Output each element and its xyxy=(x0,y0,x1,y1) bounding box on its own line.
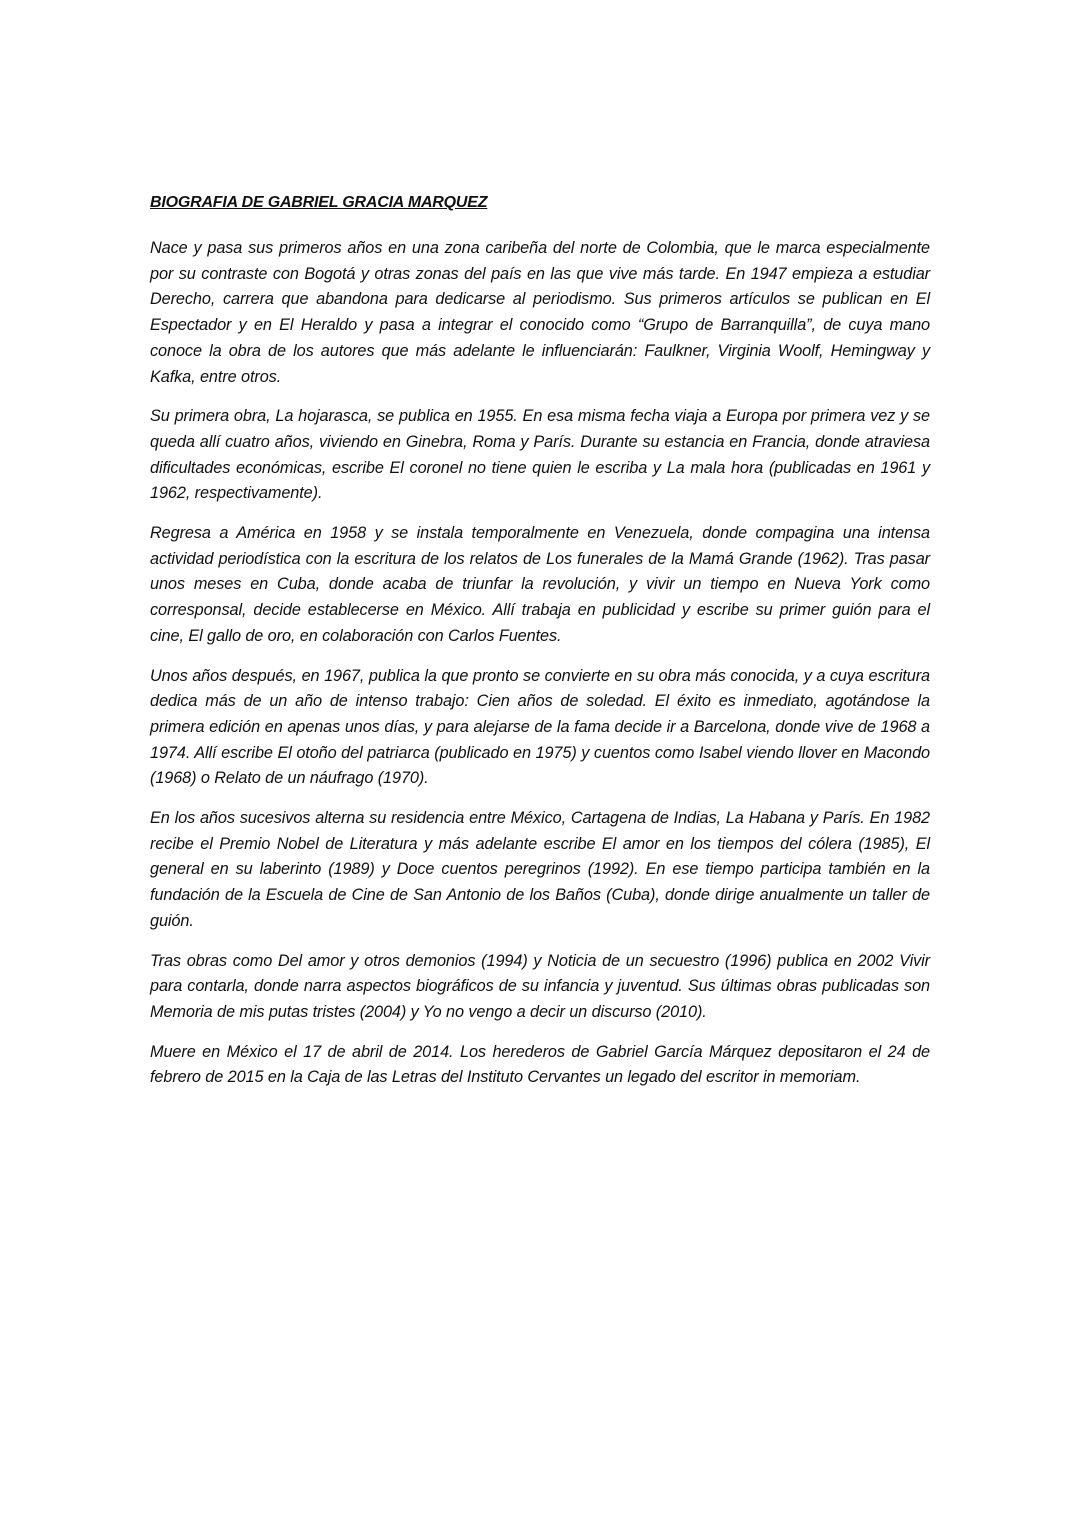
paragraph-first-work: Su primera obra, La hojarasca, se publica en 1955. En esa misma fecha viaja a Europa por primera vez y se queda allí cuatro años, viviendo en Ginebra, Roma y París. Durante su estancia en Francia, donde atraviesa dificultades económicas, escribe El coronel no tiene quien le escriba y La mala hora (publicadas en 1961 y 1962, respectivamente). xyxy=(150,407,930,503)
paragraph-early-life: Nace y pasa sus primeros años en una zona caribeña del norte de Colombia, que le marca especialmente por su contraste con Bogotá y otras zonas del país en las que vive más tarde. En 1947 empieza a estudiar Derecho, carrera que abandona para dedicarse al periodismo. Sus primeros artículos se publican en El Espectador y en El Heraldo y pasa a integrar el conocido como “Grupo de Barranquilla”, de cuya mano conoce la obra de los autores que más adelante le influenciarán: Faulkner, Virginia Woolf, Hemingway y Kafka, entre otros. xyxy=(150,239,930,386)
paragraph-death: Muere en México el 17 de abril de 2014. Los herederos de Gabriel García Márquez depositaron el 24 de febrero de 2015 en la Caja de las Letras del Instituto Cervantes un legado del escritor in memoriam. xyxy=(150,1042,930,1087)
paragraph-return-america: Regresa a América en 1958 y se instala temporalmente en Venezuela, donde compagina una intensa actividad periodística con la escritura de los relatos de Los funerales de la Mamá Grande (1962). Tras pasar unos meses en Cuba, donde acaba de triunfar la revolución, y vivir un tiempo en Nueva York como corresponsal, decide establecerse en México. Allí trabaja en publicidad y escribe su primer guión para el cine, El gallo de oro, en colaboración con Carlos Fuentes. xyxy=(150,524,930,645)
document-title: BIOGRAFIA DE GABRIEL GRACIA MARQUEZ xyxy=(150,194,488,211)
document-body xyxy=(150,188,930,1105)
paragraph-later-works: Tras obras como Del amor y otros demonios (1994) y Noticia de un secuestro (1996) publica en 2002 Vivir para contarla, donde narra aspectos biográficos de su infancia y juventud. Sus últimas obras publicadas son Memoria de mis putas tristes (2004) y Yo no vengo a decir un discurso (2010). xyxy=(150,951,930,1021)
paragraph-nobel: En los años sucesivos alterna su residencia entre México, Cartagena de Indias, La Habana y París. En 1982 recibe el Premio Nobel de Literatura y más adelante escribe El amor en los tiempos del cólera (1985), El general en su laberinto (1989) y Doce cuentos peregrinos (1992). En ese tiempo participa también en la fundación de la Escuela de Cine de San Antonio de los Baños (Cuba), donde dirige anualmente un taller de guión. xyxy=(150,809,930,930)
paragraph-cien-anos: Unos años después, en 1967, publica la que pronto se convierte en su obra más conocida, y a cuya escritura dedica más de un año de intenso trabajo: Cien años de soledad. El éxito es inmediato, agotándose la primera edición en apenas unos días, y para alejarse de la fama decide ir a Barcelona, donde vive de 1968 a 1974. Allí escribe El otoño del patriarca (publicado en 1975) y cuentos como Isabel viendo llover en Macondo (1968) o Relato de un náufrago (1970). xyxy=(150,666,930,788)
